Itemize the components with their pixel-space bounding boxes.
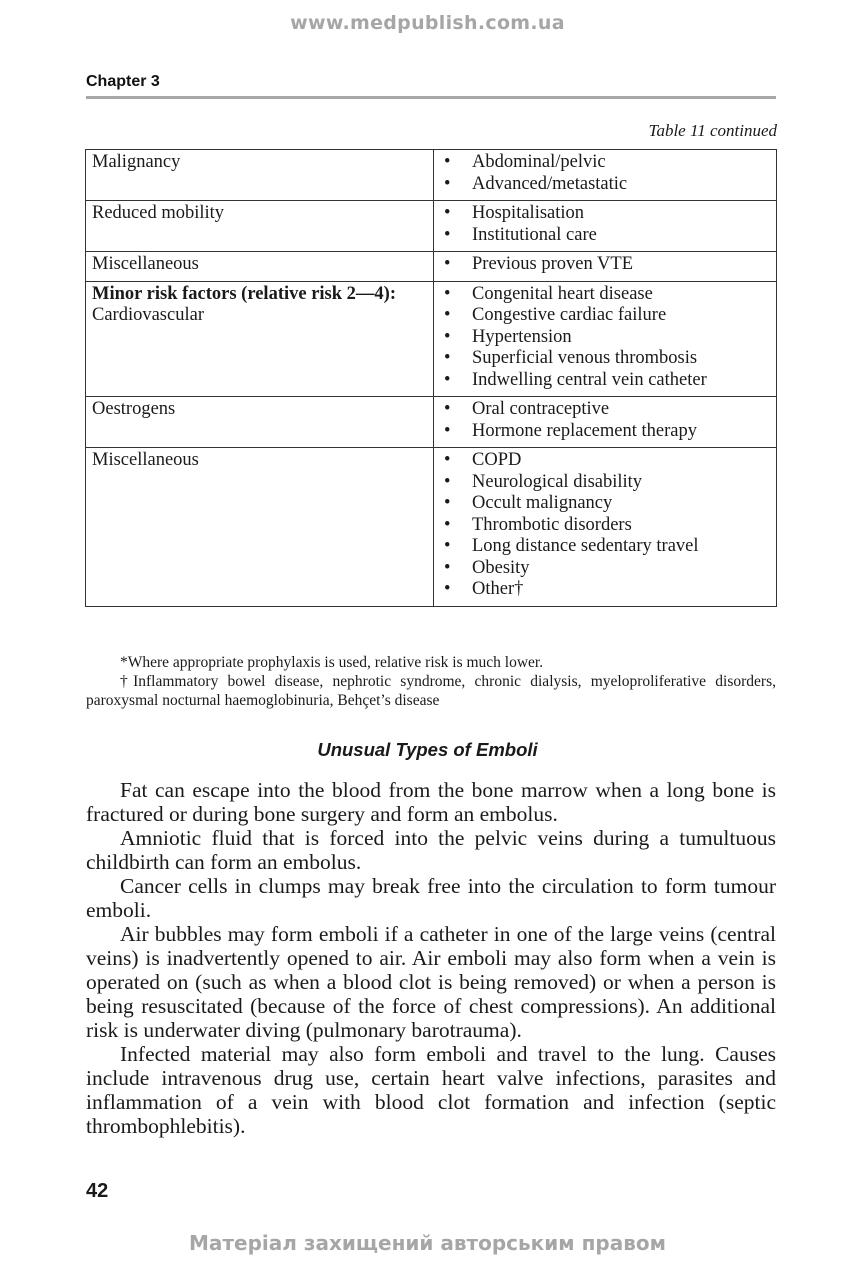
list-item: • COPD [440,450,770,472]
table-row [86,252,777,282]
items-cell [434,448,777,607]
list-item: • Oral contraceptive [440,399,770,421]
section-title: Unusual Types of Emboli [317,739,538,760]
table-caption: Table 11 continued [648,121,777,140]
items-cell [434,150,777,201]
chapter-rule [86,96,776,99]
items-cell [434,281,777,397]
category-cell: Miscellaneous [86,252,434,282]
table-row [86,201,777,252]
table-row [86,281,777,397]
category-cell: Minor risk factors (relative risk 2—4): Cardiovascular [86,281,434,397]
list-item: • Long distance sedentary travel [440,536,770,558]
minor-risk-heading: Minor risk factors (relative risk 2—4): [92,283,396,304]
items-cell [434,201,777,252]
list-item: • Indwelling central vein catheter [440,370,770,392]
table-row [86,397,777,448]
category-cell: Malignancy [86,150,434,201]
paragraph: Air bubbles may form emboli if a catheter in one of the large veins (central veins) is inadvertently opened to air. Air emboli may also form when a vein is operated on (such as when a blood clot is being removed) or when a person is being resuscitated (because of the force of chest compressions). An additional risk is underwater diving (pulmonary barotrauma). [86,922,776,1042]
list-item: • Congestive cardiac failure [440,305,770,327]
risk-factors-table [85,149,777,607]
category-cell: Miscellaneous [86,448,434,607]
table-row [86,150,777,201]
copyright-footer: Матеріал захищений авторським правом [189,1231,666,1255]
list-item: • Hormone replacement therapy [440,421,770,443]
list-item: • Previous proven VTE [440,254,770,276]
paragraph: Amniotic fluid that is forced into the pelvic veins during a tumultuous childbirth can form an embolus. [86,826,776,874]
chapter-label: Chapter 3 [86,73,160,90]
category-cell: Oestrogens [86,397,434,448]
body-text [86,778,776,1138]
list-item: • Institutional care [440,225,770,247]
list-item: • Thrombotic disorders [440,515,770,537]
list-item: • Abdominal/pelvic [440,152,770,174]
list-item: • Hypertension [440,327,770,349]
paragraph: Infected material may also form emboli and travel to the lung. Causes include intravenous drug use, certain heart valve infections, parasites and inflammation of a vein with blood clot formation and infection (septic thrombophlebitis). [86,1042,776,1138]
list-item: • Obesity [440,558,770,580]
list-item: • Neurological disability [440,472,770,494]
footnote: †Inflammatory bowel disease, nephrotic syndrome, chronic dialysis, myeloproliferative disorders, paroxysmal nocturnal haemoglobinuria, Behçet’s disease [86,673,776,709]
list-item: • Congenital heart disease [440,284,770,306]
footnote: *Where appropriate prophylaxis is used, relative risk is much lower. [120,654,544,671]
list-item: • Other† [440,579,770,601]
list-item: • Advanced/metastatic [440,174,770,196]
page-number: 42 [86,1180,109,1202]
list-item: • Occult malignancy [440,493,770,515]
items-cell [434,252,777,282]
table-row [86,448,777,607]
paragraph: Cancer cells in clumps may break free into the circulation to form tumour emboli. [86,874,776,922]
header-url: www.medpublish.com.ua [290,12,565,34]
list-item: • Superficial venous thrombosis [440,348,770,370]
table-footnotes [86,653,776,710]
category-cell: Reduced mobility [86,201,434,252]
items-cell [434,397,777,448]
list-item: • Hospitalisation [440,203,770,225]
paragraph: Fat can escape into the blood from the bone marrow when a long bone is fractured or during bone surgery and form an embolus. [86,778,776,826]
